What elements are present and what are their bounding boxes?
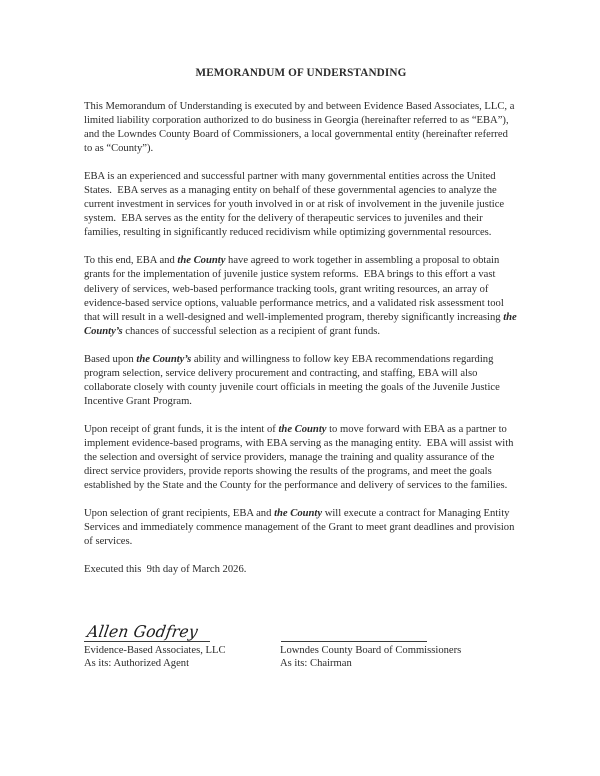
paragraph-6 <box>84 507 518 549</box>
paragraph-3-text-c: chances of successful selection as a recipient of grant funds. <box>122 325 381 337</box>
signature-line-right <box>281 641 427 642</box>
paragraph-4-emphasis-1: the County’s <box>136 353 192 365</box>
paragraph-6-text-b: will execute a contract for Managing Entity Services and immediately commence management of the Grant to meet grant deadlines and provision of services. <box>84 508 518 548</box>
signature-column-right <box>280 618 480 671</box>
signature-left-role: As its: Authorized Agent <box>84 658 190 670</box>
paragraph-5-emphasis-1: the County <box>278 423 327 435</box>
signature-right-entity: Lowndes County Board of Commissioners <box>280 645 462 656</box>
execution-date-line: Executed this 9th day of March 2026. <box>84 564 247 576</box>
paragraph-5 <box>84 423 518 493</box>
paragraph-3-emphasis-2: the County’s <box>84 311 520 337</box>
paragraph-3-emphasis-1: the County <box>177 255 226 267</box>
handwritten-signature: Allen Godfrey <box>85 622 200 642</box>
paragraph-1: This Memorandum of Understanding is executed by and between Evidence Based Associates, LLC, a limited liability corporation authorized to do business in Georgia (hereinafter referred to as “EBA”), and the Lowndes County Board of Commissioners, a local governmental entity (hereinafter referred to as “County”). <box>84 101 518 155</box>
signature-line-left <box>84 641 210 642</box>
paragraph-6-text-a: Upon selection of grant recipients, EBA and <box>84 508 275 520</box>
paragraph-3 <box>84 254 518 338</box>
signature-right-script-area <box>280 618 480 640</box>
paragraph-4 <box>84 353 518 409</box>
paragraph-4-text-a: Based upon <box>84 353 137 365</box>
signature-left-entity: Evidence-Based Associates, LLC <box>84 645 226 656</box>
paragraph-2: EBA is an experienced and successful partner with many governmental entities across the United States. EBA serves as a managing entity on behalf of these governmental agencies to analyze the current investment in services for youth involved in or at risk of involvement in the juvenile justice system. EBA serves as the entity for the delivery of therapeutic services to juveniles and their families, resulting in significantly reduced recidivism while optimizing governmental resources. <box>84 171 507 239</box>
paragraph-6-emphasis-1: the County <box>274 508 323 520</box>
signature-column-left <box>84 618 284 671</box>
page-title: MEMORANDUM OF UNDERSTANDING <box>195 67 407 79</box>
paragraph-3-text-a: To this end, EBA and <box>84 255 178 267</box>
paragraph-5-text-a: Upon receipt of grant funds, it is the intent of <box>84 423 279 435</box>
paragraph-4-text-b: ability and willingness to follow key EBA recommendations regarding program selection, service delivery procurement and contracting, and staffing, EBA will also collaborate closely with county juvenile court officials in meeting the goals of the Juvenile Justice Incentive Grant Program. <box>84 353 503 407</box>
paragraph-3-text-b: have agreed to work together in assembling a proposal to obtain grants for the implementation of juvenile justice system reforms. EBA brings to this effort a vast delivery of services, web-based performance tracking tools, grant writing resources, an array of evidence-based service options, valuable performance metrics, and a validated risk assessment tool that will result in a well-designed and well-implemented program, thereby significantly increasing <box>84 255 507 323</box>
signature-block <box>84 618 518 678</box>
paragraph-5-text-b: to move forward with EBA as a partner to implement evidence-based programs, with EBA serving as the managing entity. EBA will assist with the selection and oversight of service providers, manage the training and quality assurance of the direct service providers, provide reports showing the results of the programs, and meet the goals established by the State and the County for the performance and delivery of services to the families. <box>84 423 517 492</box>
signature-right-role: As its: Chairman <box>280 658 352 670</box>
signature-columns <box>84 618 518 678</box>
document-body <box>84 66 518 577</box>
signature-left-script-area <box>84 618 284 640</box>
